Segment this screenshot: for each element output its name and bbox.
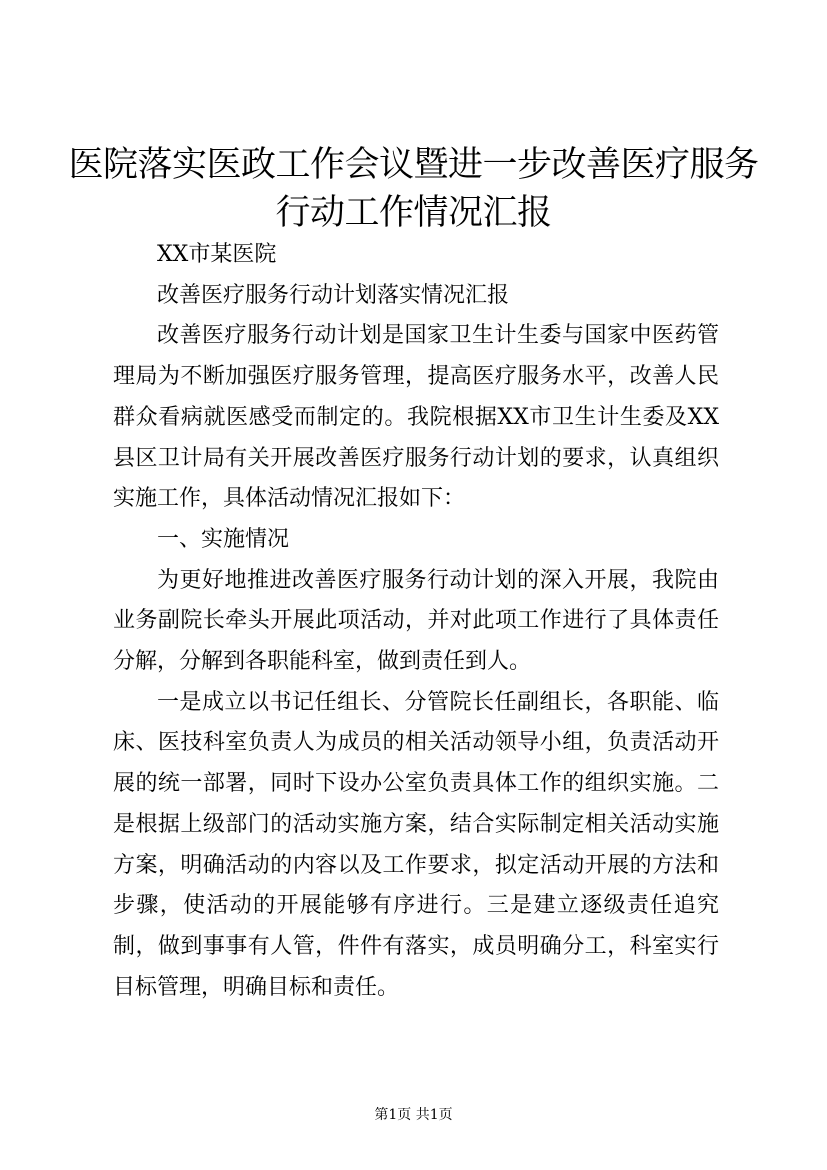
hospital-name: XX市某医院 [157,242,277,267]
section-heading: 一、实施情况 [157,526,290,552]
document-title-line-1: 医院落实医政工作会议暨进一步改善医疗服务 [68,145,759,185]
document-title-line-2: 行动工作情况汇报 [275,193,552,233]
body-paragraph: 为更好地推进改善医疗服务行动计划的深入开展，我院由业务副院长牵头开展此项活动，并对此项工作进行了具体责任分解，分解到各职能科室，做到责任到人。 [113,567,719,675]
document-body [113,235,719,1008]
body-paragraph: 改善医疗服务行动计划是国家卫生计生委与国家中医药管理局为不断加强医疗服务管理，提高医疗服务水平，改善人民群众看病就医感受而制定的。我院根据XX市卫生计生委及XX县区卫计局有关开展改善医疗服务行动计划的要求，认真组织实施工作，具体活动情况汇报如下： [113,323,719,512]
body-paragraph: 一是成立以书记任组长、分管院长任副组长，各职能、临床、医技科室负责人为成员的相关活动领导小组，负责活动开展的统一部署，同时下设办公室负责具体工作的组织实施。二是根据上级部门的活动实施方案，结合实际制定相关活动实施方案，明确活动的内容以及工作要求，拟定活动开展的方法和步骤，使活动的开展能够有序进行。三是建立逐级责任追究制，做到事事有人管，件件有落实，成员明确分工，科室实行目标管理，明确目标和责任。 [113,689,719,1000]
page-number-footer: 第1页 共1页 [374,1107,453,1123]
report-subtitle: 改善医疗服务行动计划落实情况汇报 [157,282,510,308]
